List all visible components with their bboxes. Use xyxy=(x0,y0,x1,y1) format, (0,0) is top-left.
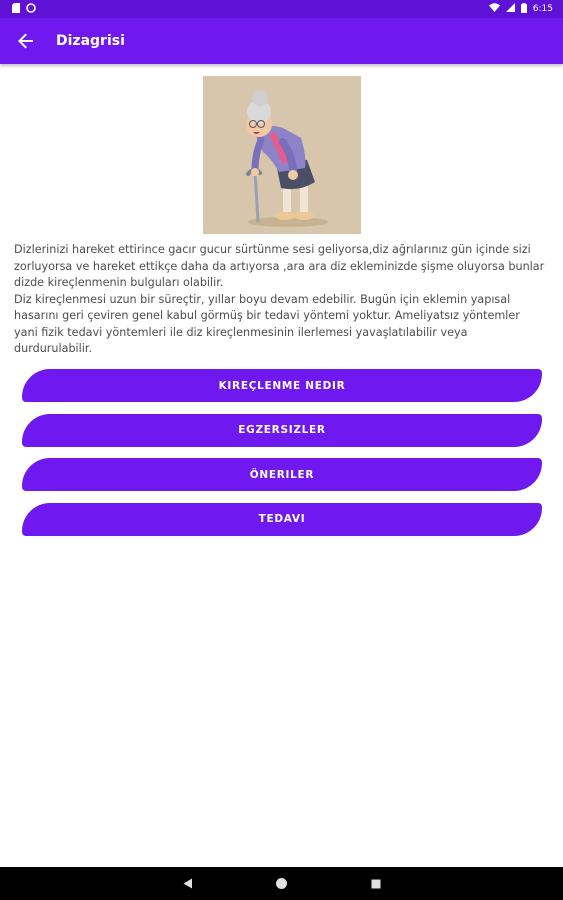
back-button[interactable] xyxy=(6,18,46,64)
sd-card-icon xyxy=(12,3,20,16)
signal-icon xyxy=(506,3,515,15)
status-time: 6:15 xyxy=(532,4,553,14)
description-text: Dizlerinizi hareket ettirince gacır gucur sürtünme sesi geliyorsa,diz ağrılarınız gün içinde sizi zorluyorsa ve hareket ettikçe daha da artıyorsa ,ara ara diz ekleminizde şişme oluyorsa bunlar dizde kireçlenmenin bulguları olabilir. Diz kireçlenmesi uzun bir süreçtir, yıllar boyu devam edebilir. Bugün için eklemin yapısal hasarını geri çeviren genel kabul görmüş bir tedavi yöntemi yoktur. Ameliyatsız yöntemler yani fizik tedavi yöntemleri ile diz kireçlenmesinin ilerlemesi yavaşlatılabilir veya durdurulabilir. xyxy=(14,243,545,355)
battery-icon xyxy=(521,3,527,16)
menu-buttons xyxy=(22,369,542,547)
treatment-button[interactable]: TEDAVI xyxy=(22,503,542,536)
page-title: Dizagrisi xyxy=(56,33,125,49)
suggestions-button[interactable]: ÖNERILER xyxy=(22,458,542,491)
wifi-icon xyxy=(489,3,500,15)
elderly-woman-knee-pain-illustration xyxy=(203,76,361,234)
nav-recents-button[interactable] xyxy=(365,873,387,895)
nav-back-button[interactable] xyxy=(177,873,199,895)
nav-home-button[interactable] xyxy=(271,873,293,895)
arrow-left-icon xyxy=(18,33,34,49)
square-recents-icon xyxy=(371,879,381,889)
app-bar xyxy=(0,18,563,64)
system-navigation-bar xyxy=(0,867,563,900)
exercises-button[interactable]: EGZERSIZLER xyxy=(22,414,542,447)
sync-icon xyxy=(26,3,36,16)
triangle-back-icon xyxy=(183,878,193,889)
what-is-osteoarthritis-button[interactable]: KIREÇLENME NEDIR xyxy=(22,369,542,402)
status-bar xyxy=(0,0,563,18)
circle-home-icon xyxy=(275,877,288,890)
